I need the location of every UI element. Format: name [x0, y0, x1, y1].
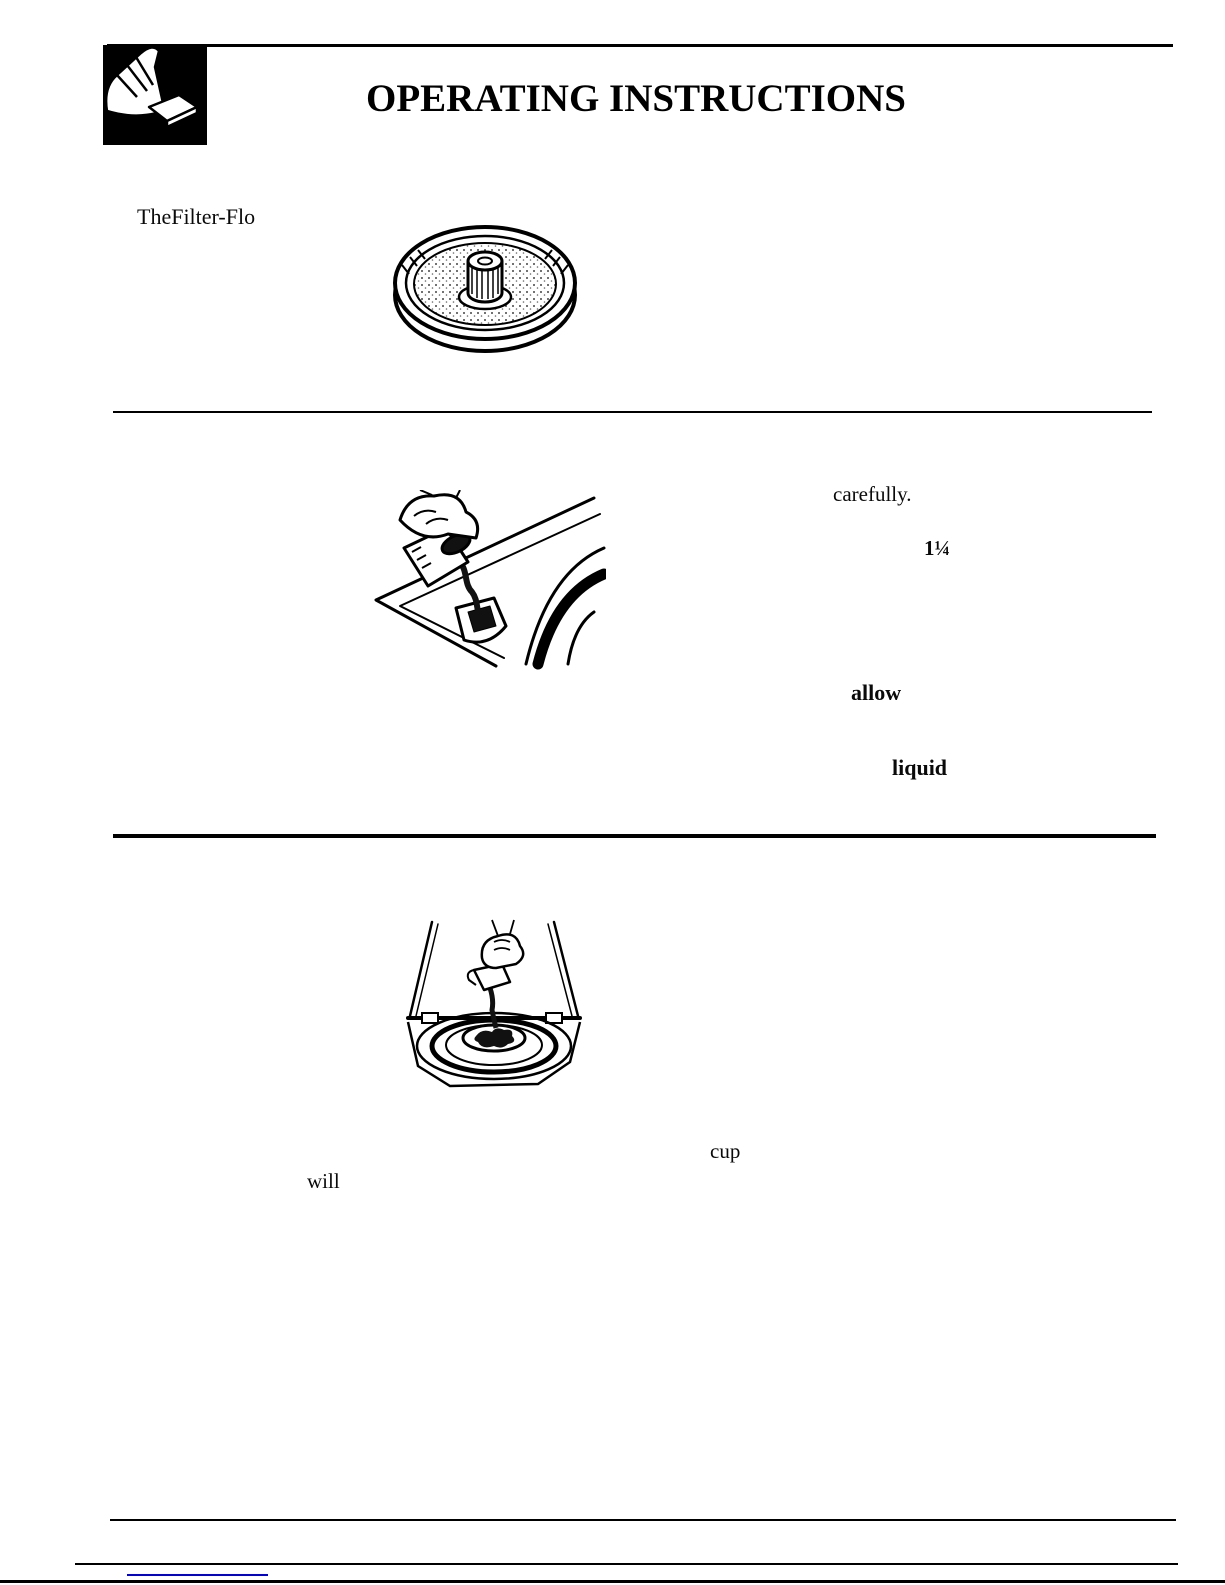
filter-pan-illustration	[392, 213, 578, 376]
detergent-text-carefully: carefully.	[833, 482, 912, 506]
filter-flo-text-fragment: TheFilter-Flo	[137, 204, 256, 229]
footer-link[interactable]	[127, 1560, 268, 1576]
detergent-text-liquid: liquid	[892, 755, 948, 780]
detergent-text-quantity: 1¼	[924, 536, 951, 560]
additive-text-will: will	[307, 1169, 340, 1193]
page-title: OPERATING INSTRUCTIONS	[366, 77, 906, 120]
section-divider-2	[113, 834, 1156, 838]
detergent-text-allow: allow	[851, 680, 902, 705]
section-divider-1	[113, 411, 1152, 413]
footer-rule-bottom	[0, 1580, 1225, 1583]
pouring-detergent-into-dispenser-illustration	[348, 490, 606, 677]
hand-pressing-button-icon	[103, 45, 207, 145]
footer-rule-top	[110, 1519, 1176, 1521]
header-rule	[107, 44, 1173, 47]
additive-text-cup: cup	[710, 1139, 741, 1163]
pouring-into-filter-pan-illustration	[398, 918, 590, 1095]
